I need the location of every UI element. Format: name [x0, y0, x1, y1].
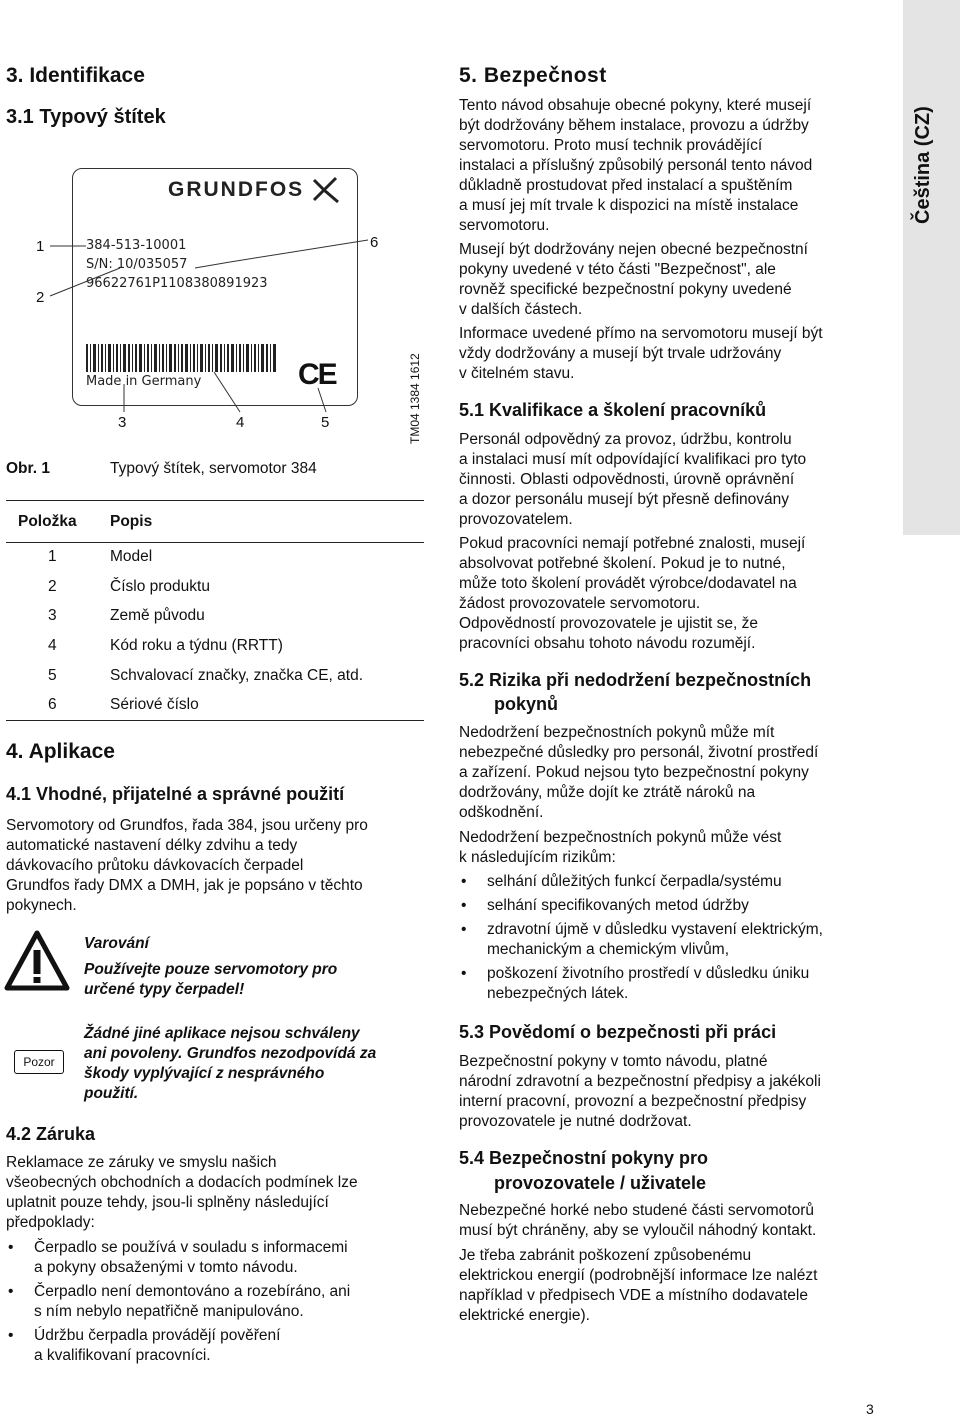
callout-3: 3 — [118, 414, 127, 431]
list-item: • Čerpadlo není demontováno a rozebíráno, ani s ním nebylo nepatřičně manipulováno. — [6, 1282, 424, 1322]
heading-5-4: 5.4 Bezpečnostní pokyny pro — [459, 1148, 709, 1168]
rizika-p1: Nedodržení bezpečnostních pokynů může mít nebezpečné důsledky pro personál, životní prostředí a zařízení. Pokud nejsou tyto bezpečnostní pokyny dodržovány, může dojít ke ztrátě nároků na odškodnění. — [459, 724, 819, 821]
callout-2: 2 — [36, 289, 45, 306]
table-row: 5 Schvalovací značky, značka CE, atd. — [48, 667, 363, 684]
warning-line-2d: použití. — [84, 1085, 139, 1102]
warning-line-1a: Používejte pouze servomotory pro — [84, 961, 338, 978]
kvalifikace-p1: Personál odpovědný za provoz, údržbu, kontrolu a instalaci musí mít odpovídající kvalifikaci pro tyto činnosti. Oblasti odpovědnosti, úrovně oprávnění a dozor personálu musejí být přesně definovány provozovatelem. — [459, 431, 807, 528]
list-item: • selhání důležitých funkcí čerpadla/systému — [459, 872, 879, 892]
callout-6: 6 — [370, 234, 379, 251]
table-row: 3 Země původu — [48, 607, 205, 624]
list-item: • selhání specifikovaných metod údržby — [459, 896, 879, 916]
list-item: • poškození životního prostředí v důsledku úniku nebezpečných látek. — [459, 964, 879, 1004]
heading-identifikace: 3. Identifikace — [6, 64, 145, 87]
callout-1: 1 — [36, 238, 45, 255]
language-tab-label: Čeština (CZ) — [912, 106, 934, 224]
tm-code: TM04 1384 1612 — [408, 353, 422, 444]
heading-zaruka: 4.2 Záruka — [6, 1124, 96, 1144]
brand-logo: GRUNDFOS — [168, 178, 305, 201]
heading-bezpecnost: 5. Bezpečnost — [459, 64, 607, 87]
callout-lines — [0, 0, 440, 440]
list-item: • Čerpadlo se používá v souladu s informacemi a pokyny obsaženými v tomto návodu. — [6, 1238, 424, 1278]
warning-line-2a: Žádné jiné aplikace nejsou schváleny — [84, 1025, 360, 1042]
heading-aplikace: 4. Aplikace — [6, 740, 115, 763]
heading-vhodne-pouziti: 4.1 Vhodné, přijatelné a správné použití — [6, 784, 345, 804]
warning-title: Varování — [84, 935, 149, 952]
warning-line-2c: škody vyplývající z nesprávného — [84, 1065, 325, 1082]
pokyny-p2: Je třeba zabránit poškození způsobenému elektrickou energií (podrobnější informace lze nalézt například v předpisech VDE a místního dodavatele elektrické energie). — [459, 1247, 818, 1324]
nameplate-made-in: Made in Germany — [86, 374, 202, 389]
nameplate-serial: S/N: 10/035057 — [86, 257, 188, 272]
warning-triangle-icon — [4, 930, 70, 992]
figure-label: Obr. 1 — [6, 460, 50, 477]
povedomi-paragraph: Bezpečnostní pokyny v tomto návodu, platné národní zdravotní a bezpečnostní předpisy a jakékoli interní pracovní, provozní a bezpečnostní předpisy provozovatele je nutné dodržovat. — [459, 1053, 821, 1130]
page-number: 3 — [866, 1401, 874, 1417]
figure-caption: Typový štítek, servomotor 384 — [110, 460, 317, 477]
table-row: 1 Model — [48, 548, 153, 565]
heading-typovy-stitek: 3.1 Typový štítek — [6, 106, 166, 128]
language-tab — [903, 0, 960, 535]
kvalifikace-p2: Pokud pracovníci nemají potřebné znalosti, musejí absolvovat potřebné školení. Pokud je to nutné, může toto školení provádět výrobce/dodavatel na žádost provozovatele servomotoru. Odpovědností provozovatele je ujistit se, že pracovníci obsahu tohoto návodu rozumějí. — [459, 535, 806, 652]
heading-5-3: 5.3 Povědomí o bezpečnosti při práci — [459, 1022, 777, 1042]
warning-line-2b: ani povoleny. Grundfos nezodpovídá za — [84, 1045, 377, 1062]
table-row: 6 Sériové číslo — [48, 696, 199, 713]
list-item: • zdravotní újmě v důsledku vystavení elektrickým, mechanickým a chemickým vlivům, — [459, 920, 879, 960]
heading-5-4-cont: provozovatele / uživatele — [494, 1173, 707, 1193]
bezpecnost-p3: Informace uvedené přímo na servomotoru musejí být vždy dodržovány a musejí být trvale udržovány v čitelném stavu. — [459, 325, 823, 382]
heading-5-2-cont: pokynů — [494, 694, 559, 714]
bezpecnost-p2: Musejí být dodržovány nejen obecné bezpečnostní pokyny uvedené v této části "Bezpečnost", ale rovněž specifické bezpečnostní pokyny uvedené v dalších částech. — [459, 241, 808, 318]
zaruka-bullets — [6, 1238, 424, 1366]
nameplate-model: 384-513-10001 — [86, 238, 187, 253]
rizika-bullets — [459, 872, 879, 1004]
table-header-polozka: Položka — [18, 513, 77, 530]
pozor-label: Pozor — [14, 1050, 64, 1074]
nameplate-product-code: 96622761P1108380891923 — [86, 276, 268, 291]
vhodne-paragraph: Servomotory od Grundfos, řada 384, jsou určeny pro automatické nastavení délky zdvihu a tedy dávkovacího průtoku dávkovacích čerpadel Grundfos řady DMX a DMH, jak je popsáno v těchto pokynech. — [6, 817, 368, 914]
table-header-rule — [6, 542, 424, 543]
heading-5-2: 5.2 Rizika při nedodržení bezpečnostních — [459, 670, 812, 690]
pokyny-p1: Nebezpečné horké nebo studené části servomotorů musí být chráněny, aby se vyloučil náhodný kontakt. — [459, 1202, 817, 1239]
table-header-popis: Popis — [110, 513, 153, 530]
bezpecnost-p1: Tento návod obsahuje obecné pokyny, které musejí být dodržovány během instalace, provozu a údržby servomotoru. Proto musí technik provádějící instalaci a příslušný způsobilý personál tento návod důkladně prostudovat před instalací a spuštěním a musí jej mít trvale k dispozici na místě instalace servomotoru. — [459, 97, 813, 234]
ce-mark: CE — [298, 358, 336, 391]
warning-line-1b: určené typy čerpadel! — [84, 981, 245, 998]
table-row: 2 Číslo produktu — [48, 578, 210, 595]
callout-4: 4 — [236, 414, 245, 431]
table-top-rule — [6, 500, 424, 501]
callout-5: 5 — [321, 414, 330, 431]
list-item: • Údržbu čerpadla provádějí pověření a kvalifikovaní pracovníci. — [6, 1326, 424, 1366]
rizika-p2: Nedodržení bezpečnostních pokynů může vést k následujícím rizikům: — [459, 829, 782, 866]
table-row: 4 Kód roku a týdnu (RRTT) — [48, 637, 283, 654]
table-bottom-rule — [6, 720, 424, 721]
heading-5-1: 5.1 Kvalifikace a školení pracovníků — [459, 400, 767, 420]
zaruka-paragraph: Reklamace ze záruky ve smyslu našich všeobecných obchodních a dodacích podmínek lze uplatnit pouze tehdy, jsou-li splněny následující předpoklady: — [6, 1154, 358, 1231]
